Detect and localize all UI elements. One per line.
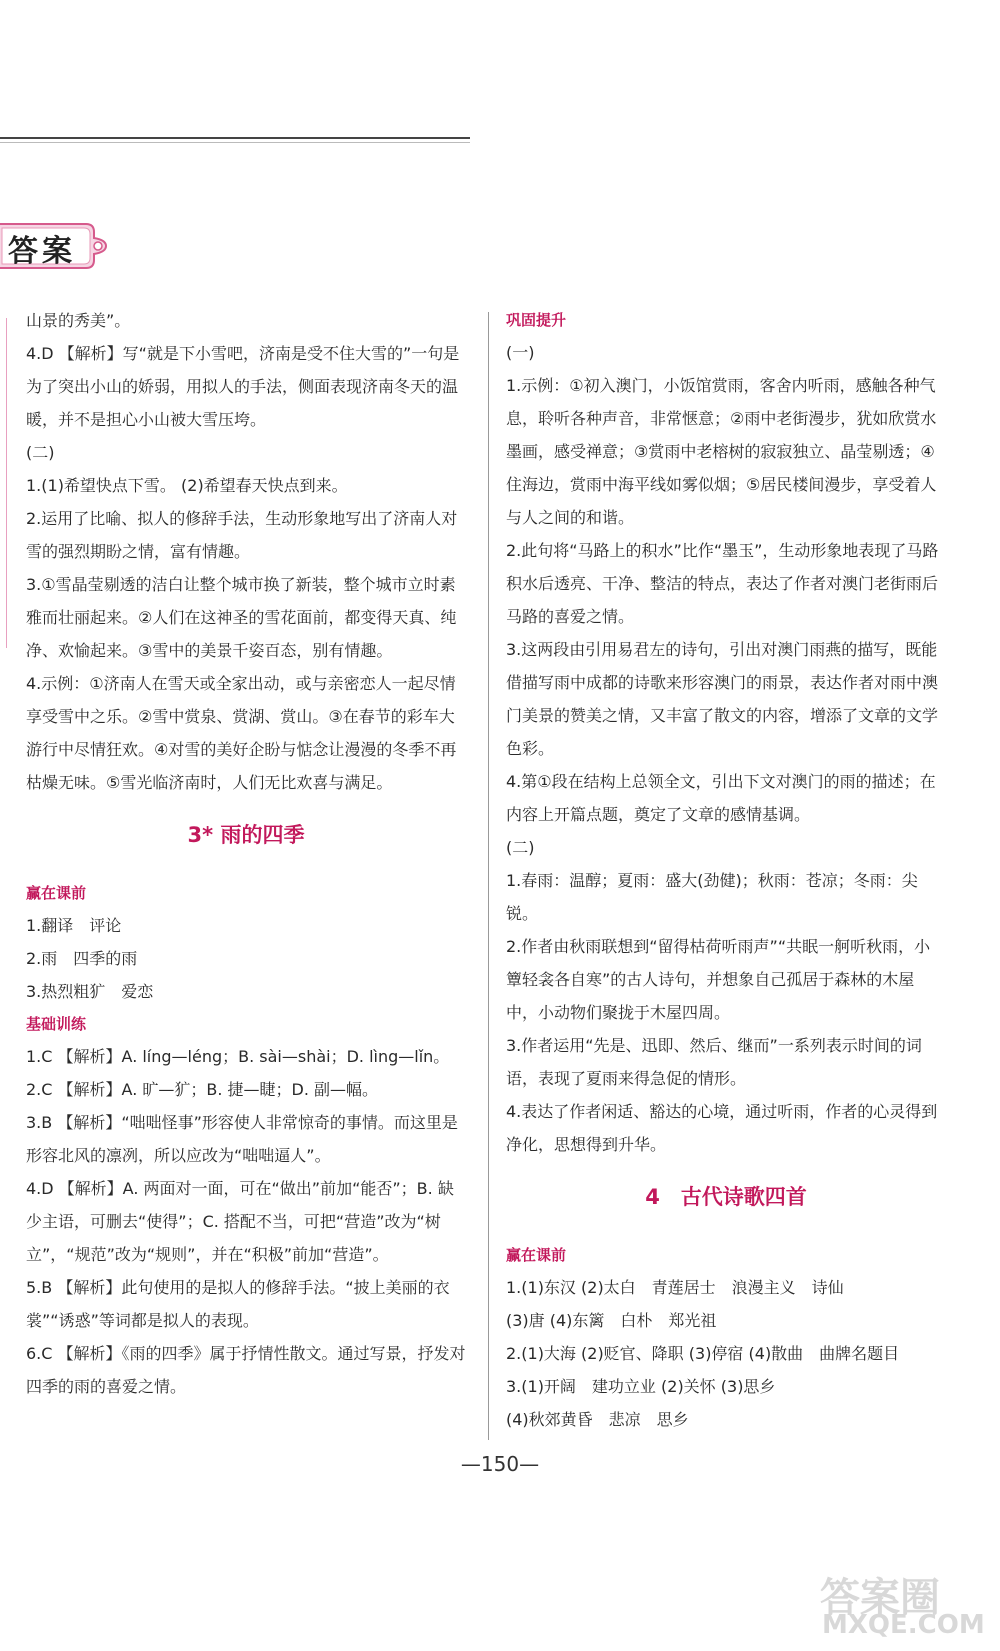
answer-item: 3.这两段由引用易君左的诗句，引出对澳门雨燕的描写，既能借描写雨中成都的诗歌来形容澳门的雨景，表达作者对雨中澳门美景的赞美之情，又丰富了散文的内容，增添了文章的文学色彩。 (506, 640, 939, 758)
answer-item: 2.作者由秋雨联想到“留得枯荷听雨声”“共眠一舸听秋雨，小簟轻衾各自寒”的古人诗句，并想象自己孤居于森林的木屋中，小动物们聚拢于木屋四周。 (506, 937, 931, 1022)
top-rule-thin (0, 142, 470, 143)
answer-item: 3.①雪晶莹剔透的洁白让整个城市换了新装，整个城市立时素雅而壮丽起来。②人们在这神圣的雪花面前，都变得天真、纯净、欢愉起来。③雪中的美景千姿百态，别有情趣。 (26, 575, 457, 660)
answer-item: 4.第①段在结构上总领全文，引出下文对澳门的雨的描述；在内容上开篇点题，奠定了文章的感情基调。 (506, 772, 936, 824)
answer-item: 4.示例：①济南人在雪天或全家出动，或与亲密恋人一起尽情享受雪中之乐。②雪中赏泉、赏湖、赏山。③在春节的彩车大游行中尽情狂欢。④对雪的美好企盼与惦念让漫漫的冬季不再枯燥无味。⑤雪光临济南时，人们无比欢喜与满足。 (26, 674, 457, 792)
answer-item: 2.雨 四季的雨 (26, 949, 138, 968)
answer-item: 2.(1)大海 (2)贬官、降职 (3)停宿 (4)散曲 曲牌名题目 (506, 1344, 900, 1363)
lesson-title: 3* 雨的四季 (187, 823, 305, 847)
page-number: —150— (460, 1452, 540, 1476)
answer-item: 1.翻译 评论 (26, 916, 122, 935)
answer-item: 3.作者运用“先是、迅即、然后、继而”一系列表示时间的词语，表现了夏雨来得急促的情形。 (506, 1036, 922, 1088)
answer-item: (二) (506, 838, 535, 857)
answer-item: 2.C 【解析】A. 旷—犷；B. 捷—睫；D. 副—幅。 (26, 1080, 379, 1099)
answer-item: 3.(1)开阔 建功立业 (2)关怀 (3)思乡 (506, 1377, 776, 1396)
answer-item: 1.春雨：温醇；夏雨：盛大(劲健)；秋雨：苍凉；冬雨：尖锐。 (506, 871, 918, 923)
answer-item: 1.(1)东汉 (2)太白 青莲居士 浪漫主义 诗仙 (506, 1278, 844, 1297)
answer-item: (一) (506, 343, 535, 362)
lesson-title: 4 古代诗歌四首 (645, 1185, 807, 1209)
answer-item: 4.D 【解析】写“就是下小雪吧，济南是受不住大雪的”一句是为了突出小山的娇弱，用拟人的手法，侧面表现济南冬天的温暖，并不是担心小山被大雪压垮。 (26, 344, 460, 429)
answer-item: (3)唐 (4)东篱 白朴 郑光祖 (506, 1311, 717, 1330)
answer-item: 山景的秀美”。 (26, 311, 131, 330)
section-heading: 赢在课前 (26, 884, 87, 902)
answer-item: 1.C 【解析】A. líng—léng；B. sài—shài；D. lìng—lǐn。 (26, 1047, 450, 1066)
answer-item: 4.表达了作者闲适、豁达的心境，通过听雨，作者的心灵得到净化，思想得到升华。 (506, 1102, 938, 1154)
watermark-logo: 答案圈 (820, 1575, 940, 1621)
answer-item: 6.C 【解析】《雨的四季》属于抒情性散文。通过写景，抒发对四季的雨的喜爱之情。 (26, 1344, 466, 1396)
answer-item: 5.B 【解析】此句使用的是拟人的修辞手法。“披上美丽的衣裳”“诱惑”等词都是拟人的表现。 (26, 1278, 450, 1330)
answer-item: (二) (26, 443, 55, 462)
watermark-url: MXQE.COM (822, 1610, 985, 1640)
section-heading: 巩固提升 (506, 311, 567, 329)
answer-item: 3.B 【解析】“咄咄怪事”形容使人非常惊奇的事情。而这里是形容北风的凛冽，所以应改为“咄咄逼人”。 (26, 1113, 458, 1165)
answer-item: 1.示例：①初入澳门，小饭馆赏雨，客舍内听雨，感触各种气息，聆听各种声音，非常惬意；②雨中老街漫步，犹如欣赏水墨画，感受禅意；③赏雨中老榕树的寂寂独立、晶莹剔透；④住海边，赏雨中海平线如雾似烟；⑤居民楼间漫步，享受着人与人之间的和谐。 (506, 376, 937, 527)
answer-item: 3.热烈粗犷 爱恋 (26, 982, 154, 1001)
answer-item: 2.此句将“马路上的积水”比作“墨玉”，生动形象地表现了马路积水后透亮、干净、整洁的特点，表达了作者对澳门老街雨后马路的喜爱之情。 (506, 541, 939, 626)
section-heading: 基础训练 (26, 1015, 87, 1033)
answer-item: 4.D 【解析】A. 两面对一面，可在“做出”前加“能否”；B. 缺少主语，可删去“使得”；C. 搭配不当，可把“营造”改为“树立”，“规范”改为“规则”，并在“积极”前加“营造”。 (26, 1179, 454, 1264)
answer-item: (4)秋郊黄昏 悲凉 思乡 (506, 1410, 689, 1429)
answer-item: 1.(1)希望快点下雪。 (2)希望春天快点到来。 (26, 476, 348, 495)
answer-badge-label: 答案 (8, 234, 76, 269)
left-column (26, 304, 466, 1403)
section-heading: 赢在课前 (506, 1246, 567, 1264)
answer-item: 2.运用了比喻、拟人的修辞手法，生动形象地写出了济南人对雪的强烈期盼之情，富有情趣。 (26, 509, 458, 561)
column-divider (488, 312, 489, 1440)
left-margin-mark (6, 318, 7, 648)
right-column (506, 304, 946, 1436)
top-rule (0, 137, 470, 139)
